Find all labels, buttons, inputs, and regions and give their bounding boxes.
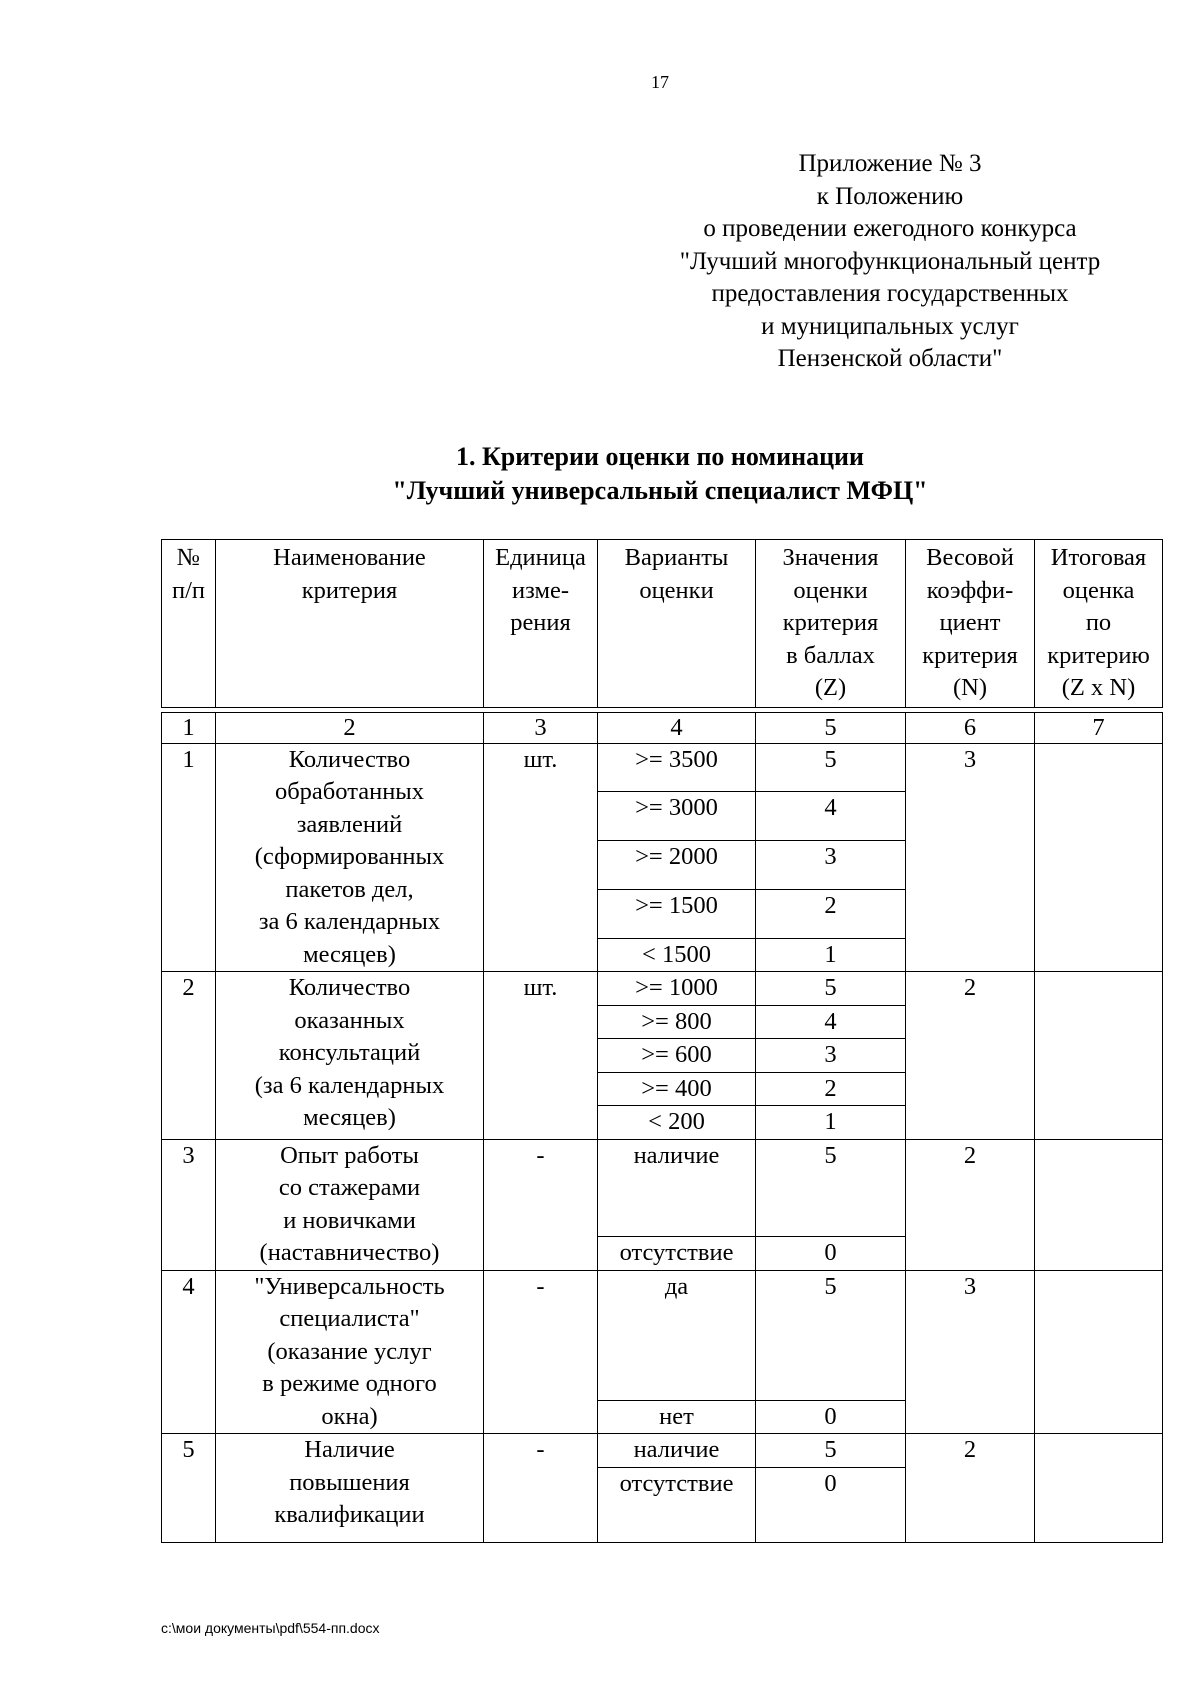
criterion-name-line: месяцев) — [303, 940, 396, 968]
criterion-number: 2 — [162, 972, 216, 1140]
weight-cell: 2 — [906, 1139, 1035, 1270]
criterion-unit: шт. — [484, 972, 598, 1140]
criterion-name — [216, 1434, 484, 1543]
total-cell — [1035, 1270, 1163, 1434]
appendix-line: "Лучший многофункциональный центр — [679, 247, 1101, 275]
variant-cell: отсутствие — [598, 1467, 756, 1542]
column-header-line: Наименование — [273, 544, 426, 571]
score-cell: 2 — [756, 889, 906, 938]
variant-cell: наличие — [598, 1434, 756, 1468]
weight-cell: 3 — [906, 743, 1035, 972]
criterion-name-line: специалиста" — [279, 1305, 420, 1332]
criterion-number: 1 — [162, 743, 216, 972]
score-cell: 4 — [756, 1005, 906, 1039]
column-header-line: оценка — [1062, 576, 1135, 604]
column-header-line: в баллах — [786, 641, 875, 669]
score-cell: 4 — [756, 792, 906, 841]
criterion-number: 3 — [162, 1139, 216, 1270]
table-row — [162, 1434, 1163, 1468]
score-cell: 5 — [756, 743, 906, 792]
column-header-line: оценки — [639, 576, 714, 604]
criterion-number: 4 — [162, 1270, 216, 1434]
column-header-line: (N) — [952, 674, 987, 701]
criterion-unit: - — [484, 1270, 598, 1434]
total-cell — [1035, 743, 1163, 972]
table-row — [162, 743, 1163, 792]
criterion-name-line: обработанных — [274, 778, 425, 805]
file-path-footer: c:\мои документы\pdf\554-пп.docx — [161, 1620, 380, 1636]
page-number: 17 — [651, 72, 669, 92]
variant-cell: >= 1000 — [598, 972, 756, 1006]
variant-cell: наличие — [598, 1139, 756, 1237]
column-header-line: циент — [939, 609, 1001, 636]
column-header-line: по — [1085, 609, 1112, 636]
criterion-name-line: месяцев) — [303, 1104, 396, 1131]
column-header — [216, 540, 484, 708]
appendix-line: о проведении ежегодного конкурса — [703, 215, 1077, 242]
criterion-name-line: Количество — [288, 974, 411, 1001]
score-cell: 5 — [756, 1434, 906, 1468]
column-header — [162, 540, 216, 708]
table-row — [162, 1139, 1163, 1237]
criterion-name-line: Опыт работы — [280, 1141, 419, 1169]
criterion-name-line: Наличие — [304, 1436, 395, 1463]
criterion-name-line: консультаций — [278, 1039, 421, 1066]
criterion-name-line: оказанных — [294, 1006, 405, 1034]
score-cell: 1 — [756, 1106, 906, 1140]
criterion-name-line: за 6 календарных — [258, 908, 441, 935]
column-header-line: коэффи- — [926, 576, 1014, 604]
criterion-name-line: окна) — [321, 1402, 378, 1430]
criterion-number: 5 — [162, 1434, 216, 1543]
criterion-name — [216, 1139, 484, 1270]
column-header-line: Весовой — [926, 544, 1014, 571]
table-row — [162, 1270, 1163, 1400]
column-header-line: Значения — [782, 544, 879, 571]
section-title — [160, 440, 1160, 508]
column-numbers-row — [162, 712, 1163, 743]
column-header-line: критерию — [1047, 641, 1150, 669]
column-header-line: критерия — [301, 576, 398, 604]
column-header — [756, 540, 906, 708]
variant-cell: >= 1500 — [598, 889, 756, 938]
appendix-header — [620, 148, 1160, 376]
column-header — [484, 540, 598, 708]
column-number: 1 — [162, 712, 216, 743]
criterion-unit: - — [484, 1139, 598, 1270]
criterion-name-line: пакетов дел, — [285, 875, 414, 903]
criterion-name — [216, 1270, 484, 1434]
criterion-name-line: Количество — [288, 745, 411, 773]
column-header-line: Итоговая — [1050, 544, 1147, 571]
criterion-name-line: квалификации — [274, 1501, 425, 1528]
total-cell — [1035, 1434, 1163, 1543]
section-title-line1: 1. Критерии оценки по номинации — [455, 442, 865, 471]
column-header-line: оценки — [793, 576, 868, 604]
variant-cell: нет — [598, 1400, 756, 1434]
weight-cell: 3 — [906, 1270, 1035, 1434]
variant-cell: < 1500 — [598, 938, 756, 972]
column-number: 6 — [906, 712, 1035, 743]
column-number: 4 — [598, 712, 756, 743]
column-header-line: (Z x N) — [1061, 674, 1136, 701]
weight-cell: 2 — [906, 972, 1035, 1140]
criterion-name-line: (оказание услуг — [267, 1337, 432, 1365]
criterion-unit: шт. — [484, 743, 598, 972]
total-cell — [1035, 1139, 1163, 1270]
column-header — [906, 540, 1035, 708]
weight-cell: 2 — [906, 1434, 1035, 1543]
criterion-name-line: "Универсальность — [254, 1272, 445, 1300]
variant-cell: >= 3500 — [598, 743, 756, 792]
column-number: 2 — [216, 712, 484, 743]
score-cell: 1 — [756, 938, 906, 972]
criterion-name-line: в режиме одного — [262, 1370, 437, 1397]
column-header — [1035, 540, 1163, 708]
variant-cell: >= 800 — [598, 1005, 756, 1039]
score-cell: 0 — [756, 1467, 906, 1542]
column-header — [598, 540, 756, 708]
score-cell: 5 — [756, 1139, 906, 1237]
criterion-name-line: и новичками — [283, 1206, 416, 1234]
variant-cell: >= 2000 — [598, 841, 756, 890]
total-cell — [1035, 972, 1163, 1140]
variant-cell: да — [598, 1270, 756, 1400]
appendix-line: и муниципальных услуг — [761, 312, 1019, 340]
criteria-table-wrapper — [161, 539, 1162, 1543]
score-cell: 0 — [756, 1237, 906, 1271]
column-header-line: критерия — [782, 609, 879, 636]
variant-cell: >= 3000 — [598, 792, 756, 841]
score-cell: 0 — [756, 1400, 906, 1434]
column-header-line: рения — [510, 609, 571, 636]
column-header-line: изме- — [512, 576, 569, 604]
criterion-unit: - — [484, 1434, 598, 1543]
criterion-name-line: со стажерами — [278, 1174, 421, 1201]
variant-cell: отсутствие — [598, 1237, 756, 1271]
criteria-table — [161, 539, 1163, 1543]
column-number: 7 — [1035, 712, 1163, 743]
column-header-line: Единица — [495, 544, 586, 571]
score-cell: 3 — [756, 1039, 906, 1073]
score-cell: 3 — [756, 841, 906, 890]
score-cell: 2 — [756, 1072, 906, 1106]
criterion-name-line: (за 6 календарных — [254, 1071, 445, 1099]
criterion-name-line: (сформированных — [254, 843, 445, 870]
variant-cell: >= 600 — [598, 1039, 756, 1073]
table-header-row — [162, 540, 1163, 708]
criterion-name-line: повышения — [289, 1468, 410, 1496]
score-cell: 5 — [756, 1270, 906, 1400]
column-header-line: п/п — [171, 576, 206, 604]
criterion-name — [216, 972, 484, 1140]
appendix-line: к Положению — [816, 182, 964, 210]
column-number: 3 — [484, 712, 598, 743]
criterion-name-line: (наставничество) — [259, 1239, 440, 1266]
column-header-line: критерия — [922, 641, 1018, 669]
criterion-name — [216, 743, 484, 972]
column-header-line: (Z) — [814, 674, 847, 701]
column-header-line: Варианты — [624, 544, 729, 571]
appendix-line: Приложение № 3 — [798, 150, 982, 177]
table-row — [162, 972, 1163, 1006]
variant-cell: < 200 — [598, 1106, 756, 1140]
column-number: 5 — [756, 712, 906, 743]
column-header-line: № — [176, 544, 201, 571]
appendix-line: предоставления государственных — [711, 280, 1069, 307]
section-title-line2: "Лучший универсальный специалист МФЦ" — [392, 476, 928, 505]
score-cell: 5 — [756, 972, 906, 1006]
criterion-name-line: заявлений — [296, 810, 403, 838]
appendix-line: Пензенской области" — [777, 345, 1003, 372]
variant-cell: >= 400 — [598, 1072, 756, 1106]
